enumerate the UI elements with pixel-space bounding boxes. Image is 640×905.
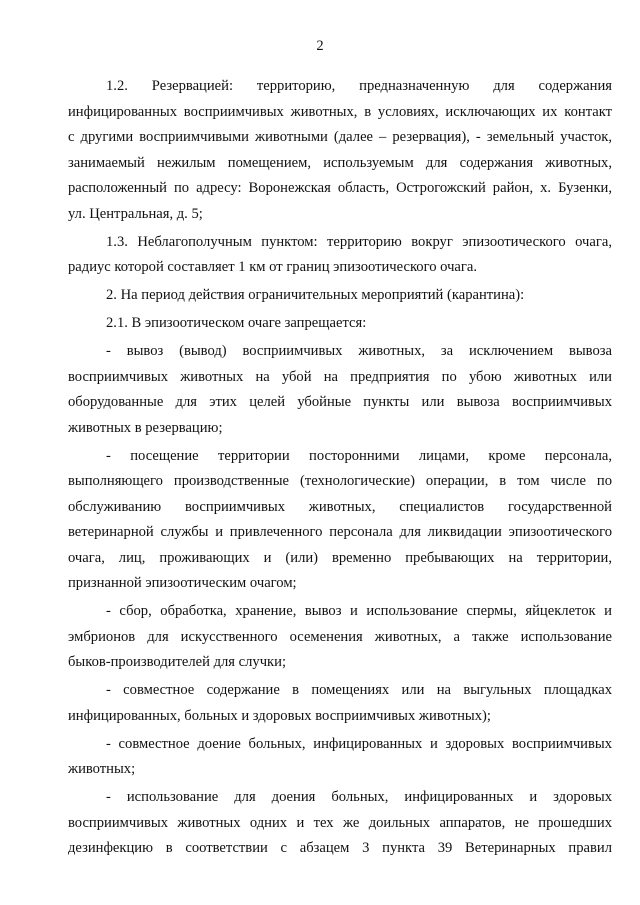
text-line: восприимчивых животных одних и тех же доильных аппаратов, не прошедших [68, 814, 612, 831]
paragraph-milking-equipment-ban [68, 785, 612, 862]
text-line: расположенный по адресу: Воронежская область, Острогожский район, х. Бузенки, [68, 180, 612, 196]
text-line: обслуживанию восприимчивых животных, специалистов государственной [68, 498, 612, 515]
text-line: - сбор, обработка, хранение, вывоз и использование спермы, яйцеклеток и [106, 603, 612, 619]
paragraph-visit-ban [68, 444, 612, 597]
text-line: - совместное доение больных, инфицированных и здоровых восприимчивых [106, 735, 612, 752]
text-line: радиус которой составляет 1 км от границ эпизоотического очага. [68, 259, 478, 275]
text-line: 1.3. Неблагополучным пунктом: территорию вокруг эпизоотического очага, [106, 233, 612, 250]
text-line: дезинфекцию в соответствии с абзацем 3 пункта 39 Ветеринарных правил [68, 840, 612, 856]
paragraph-reservation [68, 74, 612, 227]
text-line: занимаемый нежилым помещением, используемым для содержания животных, [68, 154, 612, 171]
text-line: ул. Центральная, д. 5; [68, 205, 203, 222]
text-line: - использование для доения больных, инфицированных и здоровых [106, 789, 612, 805]
paragraph-joint-milking-ban [68, 732, 612, 783]
text-line: очага, лиц, проживающих и (или) временно пребывающих на территории, [68, 549, 612, 566]
text-line: восприимчивых животных на убой на предприятия по убою животных или [68, 368, 612, 385]
paragraph-joint-keeping-ban [68, 678, 612, 729]
text-line: животных; [68, 761, 136, 777]
text-line: оборудованные для этих целей убойные пункты или вывоза восприимчивых [68, 394, 612, 410]
text-line: 2.1. В эпизоотическом очаге запрещается: [106, 315, 367, 331]
text-line: эмбрионов для искусственного осеменения животных, а также использование [68, 628, 612, 645]
paragraph-quarantine-period [68, 283, 612, 309]
text-line: быков-производителей для случки; [68, 654, 287, 670]
text-line: 1.2. Резервацией: территорию, предназначенную для содержания [106, 78, 612, 94]
text-line: инфицированных, больных и здоровых восприимчивых животных); [68, 707, 491, 724]
paragraph-export-ban [68, 339, 612, 441]
paragraph-prohibited-in-focus [68, 311, 612, 337]
text-line: - вывоз (вывод) восприимчивых животных, за исключением вывоза [106, 343, 612, 359]
page-number: 2 [316, 38, 324, 54]
text-line: - посещение территории посторонними лицами, кроме персонала, [106, 447, 612, 464]
text-line: ветеринарной службы и привлеченного персонала для ликвидации эпизоотического [68, 524, 612, 540]
text-line: - совместное содержание в помещениях или на выгульных площадках [106, 682, 612, 698]
text-line: выполняющего производственные (технологические) операции, в том числе по [68, 473, 612, 489]
paragraph-unfavorable-point [68, 230, 612, 281]
text-line: 2. На период действия ограничительных мероприятий (карантина): [106, 287, 525, 303]
text-line: инфицированных восприимчивых животных, в условиях, исключающих их контакт [68, 103, 612, 120]
text-line: с другими восприимчивыми животными (далее – резервация), - земельный участок, [68, 129, 612, 145]
text-line: животных в резервацию; [68, 419, 223, 436]
document-body [68, 74, 612, 864]
paragraph-insemination-ban [68, 599, 612, 676]
text-line: признанной эпизоотическим очагом; [68, 575, 297, 591]
